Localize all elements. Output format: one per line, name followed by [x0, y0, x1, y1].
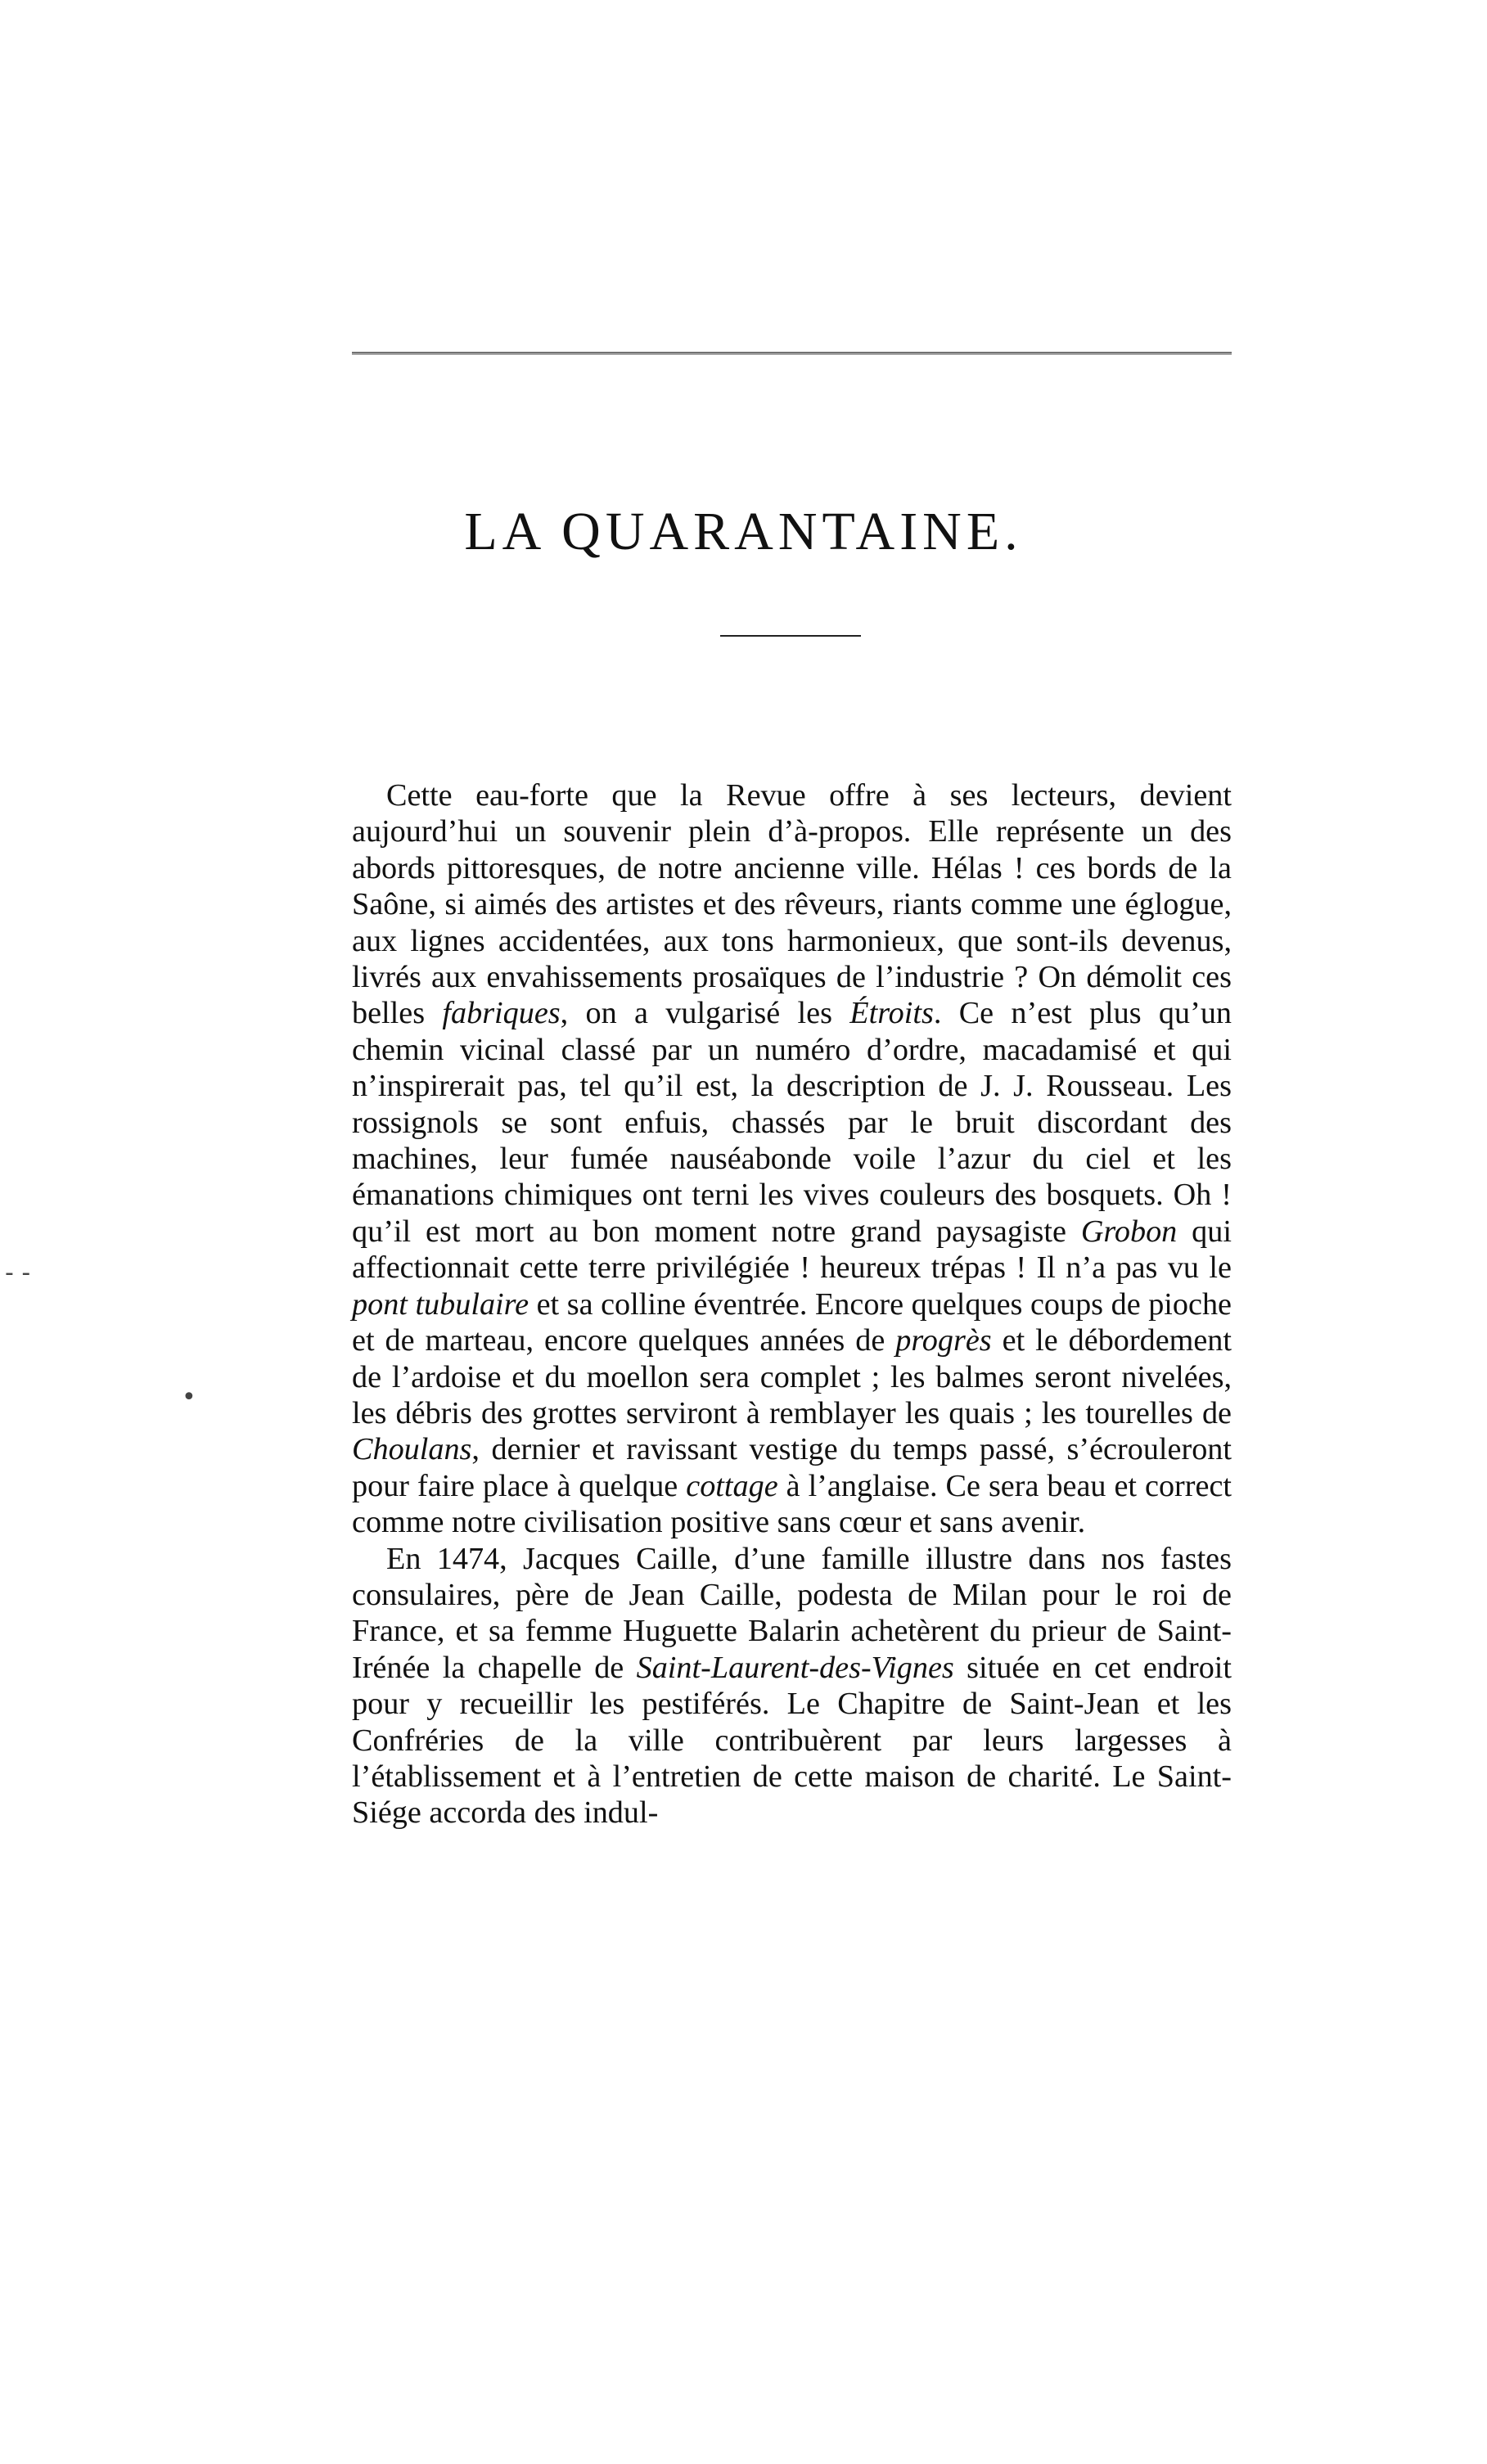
title-divider	[720, 635, 861, 637]
italic-term: Choulans	[352, 1432, 472, 1467]
margin-mark: - ‐	[5, 1259, 31, 1287]
italic-term: pont tubulaire	[352, 1286, 529, 1322]
paragraph-2: En 1474, Jacques Caille, d’une famille illustre dans nos fastes consulaires, père de Jean Caille, podesta de Milan pour le roi de France, et sa femme Huguette Balarin achetèrent du prieur de Saint-Irénée la chapelle de Saint-Laurent-des-Vignes située en cet endroit pour y recueillir les pestiférés. Le Chapitre de Saint-Jean et les Confréries de la ville contribuèrent par leurs largesses à l’établissement et à l’entretien de cette maison de charité. Le Saint-Siége accorda des indul-	[352, 1541, 1232, 1831]
italic-term: progrès	[895, 1323, 992, 1358]
italic-term: Grobon	[1080, 1214, 1178, 1249]
paragraph-1: Cette eau-forte que la Revue offre à ses lecteurs, devient aujourd’hui un souvenir plein d’à-propos. Elle représente un des abords pittoresques, de notre ancienne ville. Hélas ! ces bords de la Saône, si aimés des artistes et des rêveurs, riants comme une églogue, aux lignes accidentées, aux tons harmonieux, que sont-ils devenus, livrés aux envahissements prosaïques de l’industrie ? On démolit ces belles fabriques, on a vulgarisé les Étroits. Ce n’est plus qu’un chemin vicinal classé par un numéro d’ordre, macadamisé et qui n’inspirerait pas, tel qu’il est, la description de J. J. Rousseau. Les rossignols se sont enfuis, chassés par le bruit discordant des machines, leur fumée nauséabonde voile l’azur du ciel et les émanations chimiques ont terni les vives couleurs des bosquets. Oh ! qu’il est mort au bon moment notre grand paysagiste Grobon qui affectionnait cette terre privilégiée ! heureux trépas ! Il n’a pas vu le pont tubulaire et sa colline éventrée. Encore quelques coups de pioche et de marteau, encore quelques années de progrès et le débordement de l’ardoise et du moellon sera complet ; les balmes seront nivelées, les débris des grottes serviront à remblayer les quais ; les tourelles de Choulans, dernier et ravissant vestige du temps passé, s’écrouleront pour faire place à quelque cottage à l’anglaise. Ce sera beau et correct comme notre civilisation positive sans cœur et sans avenir.	[352, 778, 1232, 1540]
article-title: LA QUARANTAINE.	[464, 502, 1023, 561]
italic-term: cottage	[686, 1468, 778, 1503]
italic-term: Étroits	[849, 996, 934, 1031]
header-double-rule	[352, 352, 1232, 354]
italic-term: fabriques	[442, 996, 561, 1031]
italic-term: Saint-Laurent-des-Vignes	[636, 1650, 954, 1685]
article-body	[352, 777, 1232, 1831]
margin-mark: •	[182, 1383, 196, 1412]
